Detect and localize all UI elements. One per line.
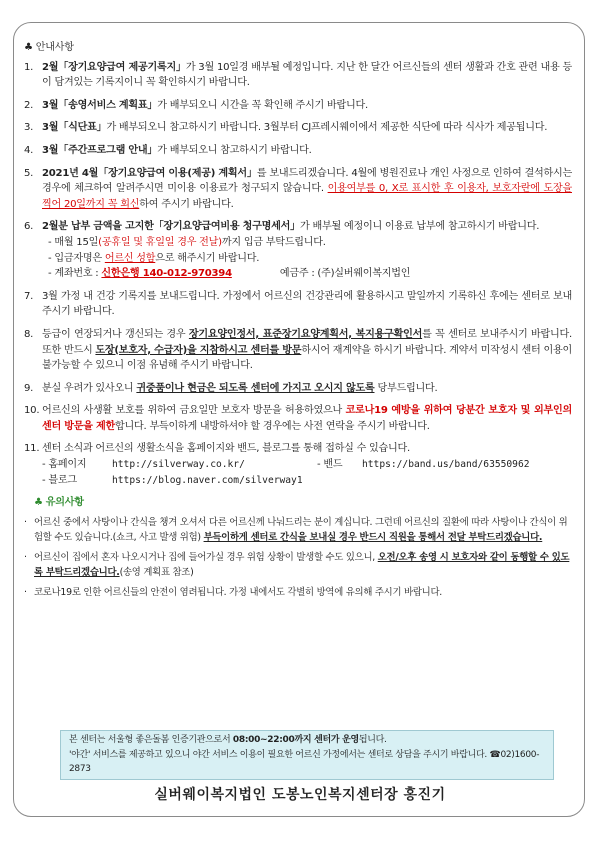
homepage-row	[42, 457, 572, 473]
item-emphasis: 장기요양인정서, 표준장기요양계획서, 복지용구확인서	[188, 328, 423, 340]
notice-list	[24, 60, 572, 435]
phone-number: 02)1600-2873	[69, 749, 540, 774]
item-text: 를 꼭 센터로 보내주시기 바랍니다. 또한 반드시	[42, 328, 572, 356]
item-number: 9.	[24, 382, 34, 394]
item-number: 8.	[24, 328, 34, 340]
notice-item-10	[24, 403, 572, 434]
notice-item-2	[24, 98, 572, 114]
note-emphasis: 오전/오후 송영 시 보호자와 같이 동행할 수 있도록 부탁드리겠습니다.	[34, 551, 570, 578]
item-text: 3월 가정 내 건강 기록지를 보내드립니다. 가정에서 어르신의 건강관리에 활용하시고 말일까지 기록하신 후에는 센터로 보내주시기 바랍니다.	[42, 290, 572, 318]
homepage-link[interactable]: http://silverway.co.kr/	[112, 459, 245, 471]
notice-item-11	[24, 441, 572, 488]
club-icon: ♣	[34, 497, 43, 509]
caution-section	[24, 495, 572, 600]
note-text: 어르신이 집에서 혼자 나오시거나 집에 들어가실 경우 위험 상황이 발생할 수도 있으니,	[34, 551, 378, 563]
infobox-text: '야간' 서비스를 제공하고 있으니 야간 서비스 이용이 필요한 어르신 가정에서는 센터로 상담	[69, 749, 413, 760]
item-number: 4.	[24, 144, 34, 156]
item-number: 2.	[24, 99, 34, 111]
item-text: 하여 주시기 바랍니다.	[139, 198, 234, 210]
infobox-emphasis: 08:00~22:00까지 센터가 운영	[232, 735, 359, 745]
item-emphasis: 이용여부를 0, X로 표시한 후 이용자, 보호자란에 도장을 찍어 20일까지 꼭 회신	[42, 183, 572, 210]
phone-icon: ☎	[489, 749, 501, 760]
note-text: 어르신 중에서 사탕이나 간식을 챙겨 오셔서 다른 어르신께 나눠드리는 분이 계십니다. 그런데 어르신의 질환에 따라 사탕이나 간식이 위험할 수도 있습니다.(쇼크, 사고 발생 위험)	[34, 516, 568, 543]
item-number: 10.	[24, 405, 40, 417]
notice-item-7	[24, 289, 572, 320]
caution-note: · 어르신 중에서 사탕이나 간식을 챙겨 오셔서 다른 어르신께 나눠드리는 분이 계십니다. 그런데 어르신의 질환에 따라 사탕이나 간식이 위험할 수도 있습니다.(쇼크, 사고 발생 위험) 부득이하게 센터로 간식을 보내실 경우 반드시 직원을 통해서 전달 부탁드리겠습니다.	[24, 516, 568, 543]
item-text: 등급이 연장되거나 갱신되는 경우	[42, 328, 189, 340]
item-number: 7.	[24, 290, 34, 302]
account-label: - 계좌번호 :	[48, 268, 102, 280]
item-emphasis: 2월「장기요양급여 제공기록지」	[42, 61, 186, 73]
band-link[interactable]: https://band.us/band/63550962	[362, 459, 530, 471]
guide-text: - 매월 15일	[48, 236, 99, 248]
item-emphasis: 귀중품이나 현금은 되도록 센터에 가지고 오시지 않도록	[136, 382, 375, 394]
item-text: 합니다. 부득이하게 내방하셔야 할 경우에는 사전 연락을 주시기 바랍니다.	[115, 420, 430, 432]
caution-title: 유의사항	[45, 497, 84, 509]
guide-text: 까지 입금 부탁드립니다.	[221, 236, 326, 248]
operating-hours-box	[60, 730, 554, 780]
infobox-line-1	[69, 733, 545, 748]
account-holder: 예금주 : (주)실버웨이복지법인	[279, 268, 411, 280]
club-icon: ♣	[24, 42, 33, 53]
caution-header	[24, 495, 572, 511]
payment-guide-line	[42, 235, 572, 251]
caution-note: · 코로나19로 인한 어르신들의 안전이 염려됩니다. 가정 내에서도 각별히 방역에 유의해 주시기 바랍니다.	[24, 586, 442, 598]
notice-item-1	[24, 60, 572, 91]
caution-note: · 어르신이 집에서 혼자 나오시거나 집에 들어가실 경우 위험 상황이 발생할 수도 있으니, 오전/오후 송영 시 보호자와 같이 동행할 수 있도록 부탁드리겠습니다.(송영 계획표 참조)	[24, 551, 570, 578]
item-emphasis: 3월「송영서비스 계획표」	[42, 99, 158, 111]
item-emphasis: 3월「주간프로그램 안내」	[42, 144, 158, 156]
item-number: 1.	[24, 61, 34, 73]
note-text: 코로나19로 인한 어르신들의 안전이 염려됩니다. 가정 내에서도 각별히 방역에 유의해 주시기 바랍니다.	[34, 586, 442, 598]
item-text: 가 배부되오니 시간을 꼭 확인해 주시기 바랍니다.	[157, 99, 368, 111]
guide-text: - 입금자명은	[48, 252, 105, 264]
item-text: 당부드립니다.	[374, 382, 438, 394]
guide-emphasis: (공휴일 및 휴일일 경우 전날)	[98, 236, 222, 248]
infobox-text: 을 주시기 바랍니다.	[412, 749, 490, 760]
item-text: 가 배부되오니 참고하시기 바랍니다.	[157, 144, 312, 156]
item-emphasis: 3월「식단표」	[42, 122, 107, 134]
band-label: - 밴드	[317, 459, 343, 471]
notice-item-3	[24, 120, 572, 136]
account-line	[42, 266, 572, 282]
infobox-line-2	[69, 748, 545, 777]
item-text: 를 보내드리겠습니다. 4월에 병원진료나 개인 사정으로 인하여 결석하시는 경우에 체크하여 알려주시면 미이용 이용료가 청구되지 않습니다.	[42, 167, 572, 195]
guide-text: 으로 해주시기 바랍니다.	[155, 252, 260, 264]
signature: 실버웨이복지법인 도봉노인복지센터장 홍진기	[154, 787, 446, 803]
blog-link[interactable]: https://blog.naver.com/silverway1	[112, 474, 303, 486]
infobox-text: 됩니다.	[358, 735, 387, 745]
notice-item-5	[24, 166, 572, 213]
item-emphasis: 코로나19 예방을 위하여 당분간 보호자 및 외부인의 센터 방문을 제한	[42, 405, 572, 432]
item-text: 가 3월 10일경 배부될 예정입니다. 지난 한 달간 어르신들의 센터 생활과 간호 관련 내용 등이 담겨있는 기록지이니 꼭 확인하시기 바랍니다.	[42, 61, 572, 89]
item-text: 가 배부되오니 참고하시기 바랍니다. 3월부터 CJ프레시웨이에서 제공한 식단에 따라 식사가 제공됩니다.	[106, 122, 548, 134]
item-text: 분실 우려가 있사오니	[42, 382, 137, 394]
item-number: 6.	[24, 221, 34, 233]
notice-item-9	[24, 381, 572, 397]
blog-row	[42, 473, 572, 489]
guide-emphasis: 어르신 성함	[104, 252, 156, 264]
item-text: 하시어 재계약을 하시기 바랍니다. 계약서 미작성시 센터 이용이 불가능할 수 있으니 이점 유념해 주시기 바랍니다.	[42, 344, 572, 372]
item-text: 센터 소식과 어르신의 생활소식을 홈페이지와 밴드, 블로그를 통해 접하실 수 있습니다.	[42, 443, 411, 455]
item-text: 어르신의 사생활 보호를 위하여 금요일만 보호자 방문을 허용하였으나	[42, 405, 346, 417]
item-number: 11.	[24, 443, 40, 455]
item-emphasis: 도장(보호자, 수급자)을 지참하시고 센터를 방문	[95, 344, 302, 356]
item-emphasis: 2월분 납부 금액을 고지한「장기요양급여비용 청구명세서」	[42, 221, 301, 233]
note-emphasis: 부득이하게 센터로 간식을 보내실 경우 반드시 직원을 통해서 전달 부탁드리겠습니다.	[203, 531, 543, 543]
notice-header	[24, 40, 572, 56]
blog-label: - 블로그	[42, 474, 77, 486]
notice-content	[24, 40, 572, 605]
homepage-label: - 홈페이지	[42, 459, 87, 471]
notice-item-6	[24, 219, 572, 281]
item-emphasis: 2021년 4월「장기요양급여 이용(제공) 계획서」	[42, 167, 257, 179]
infobox-text: 본 센터는 서울형 좋은돌봄 인증기관으로서	[69, 735, 233, 745]
notice-item-4	[24, 143, 572, 159]
note-text: (송영 계획표 참조)	[119, 566, 194, 578]
item-text: 가 배부될 예정이니 이용료 납부에 참고하시기 바랍니다.	[300, 221, 540, 233]
item-number: 3.	[24, 122, 34, 134]
item-number: 5.	[24, 167, 34, 179]
payment-guide-line	[42, 251, 572, 267]
notice-title: 안내사항	[35, 42, 74, 53]
bank-account: 신한은행 140-012-970394	[101, 268, 232, 280]
notice-item-8	[24, 327, 572, 374]
